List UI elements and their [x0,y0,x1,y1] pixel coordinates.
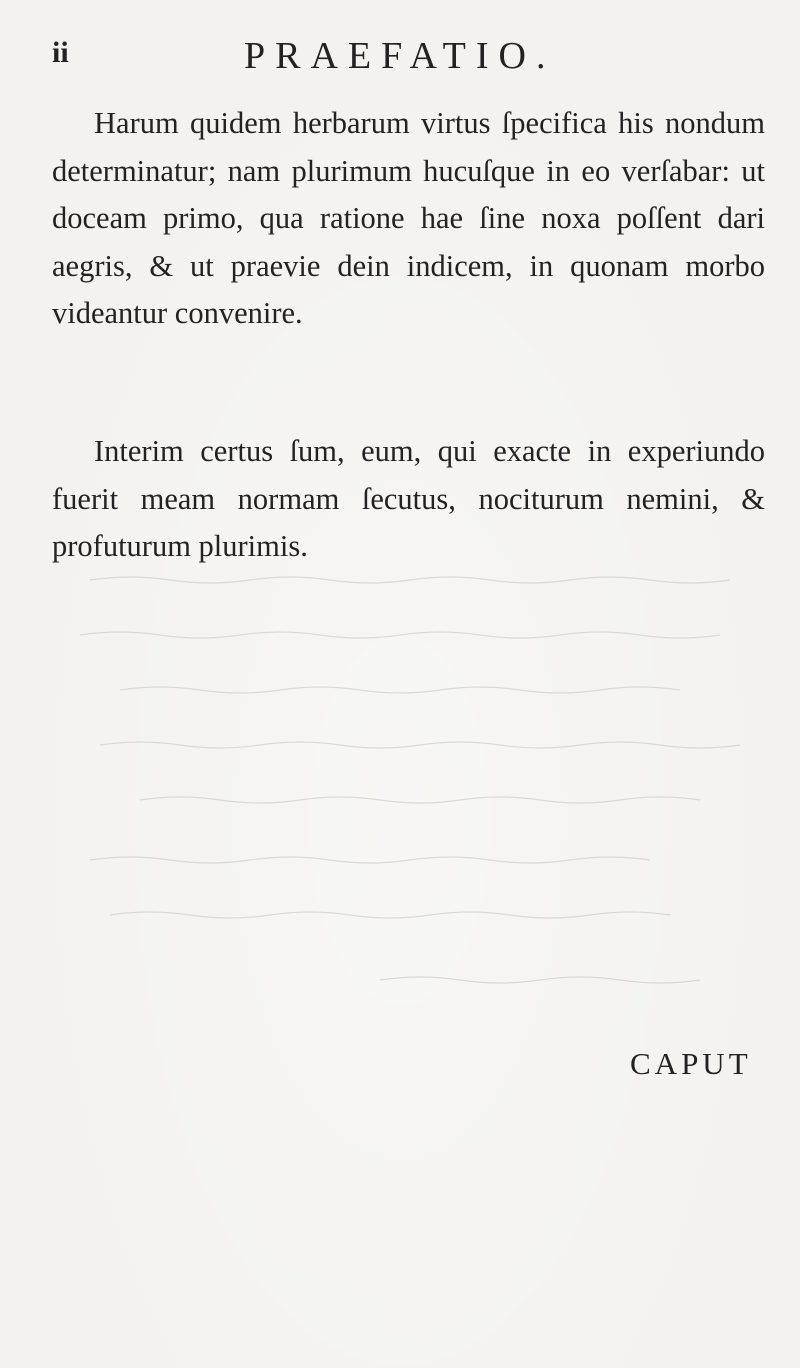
paragraph-2: Interim certus ſum, eum, qui exacte in experiundo fuerit meam normam ſecutus, nociturum nemini, & profuturum plurimis. [52,434,765,563]
paragraph-1: Harum quidem herbarum virtus ſpecifica his nondum determinatur; nam plurimum hucuſque in eo verſabar: ut doceam primo, qua ratione hae ſine noxa poſſent dari aegris, & ut praevie dein indicem, in quonam morbo videantur convenire. [52,106,765,330]
catchword: CAPUT [630,1046,752,1081]
running-head: PRAEFATIO. [244,35,556,77]
show-through-texture [80,560,780,1080]
signature-mark: ii [52,36,69,69]
